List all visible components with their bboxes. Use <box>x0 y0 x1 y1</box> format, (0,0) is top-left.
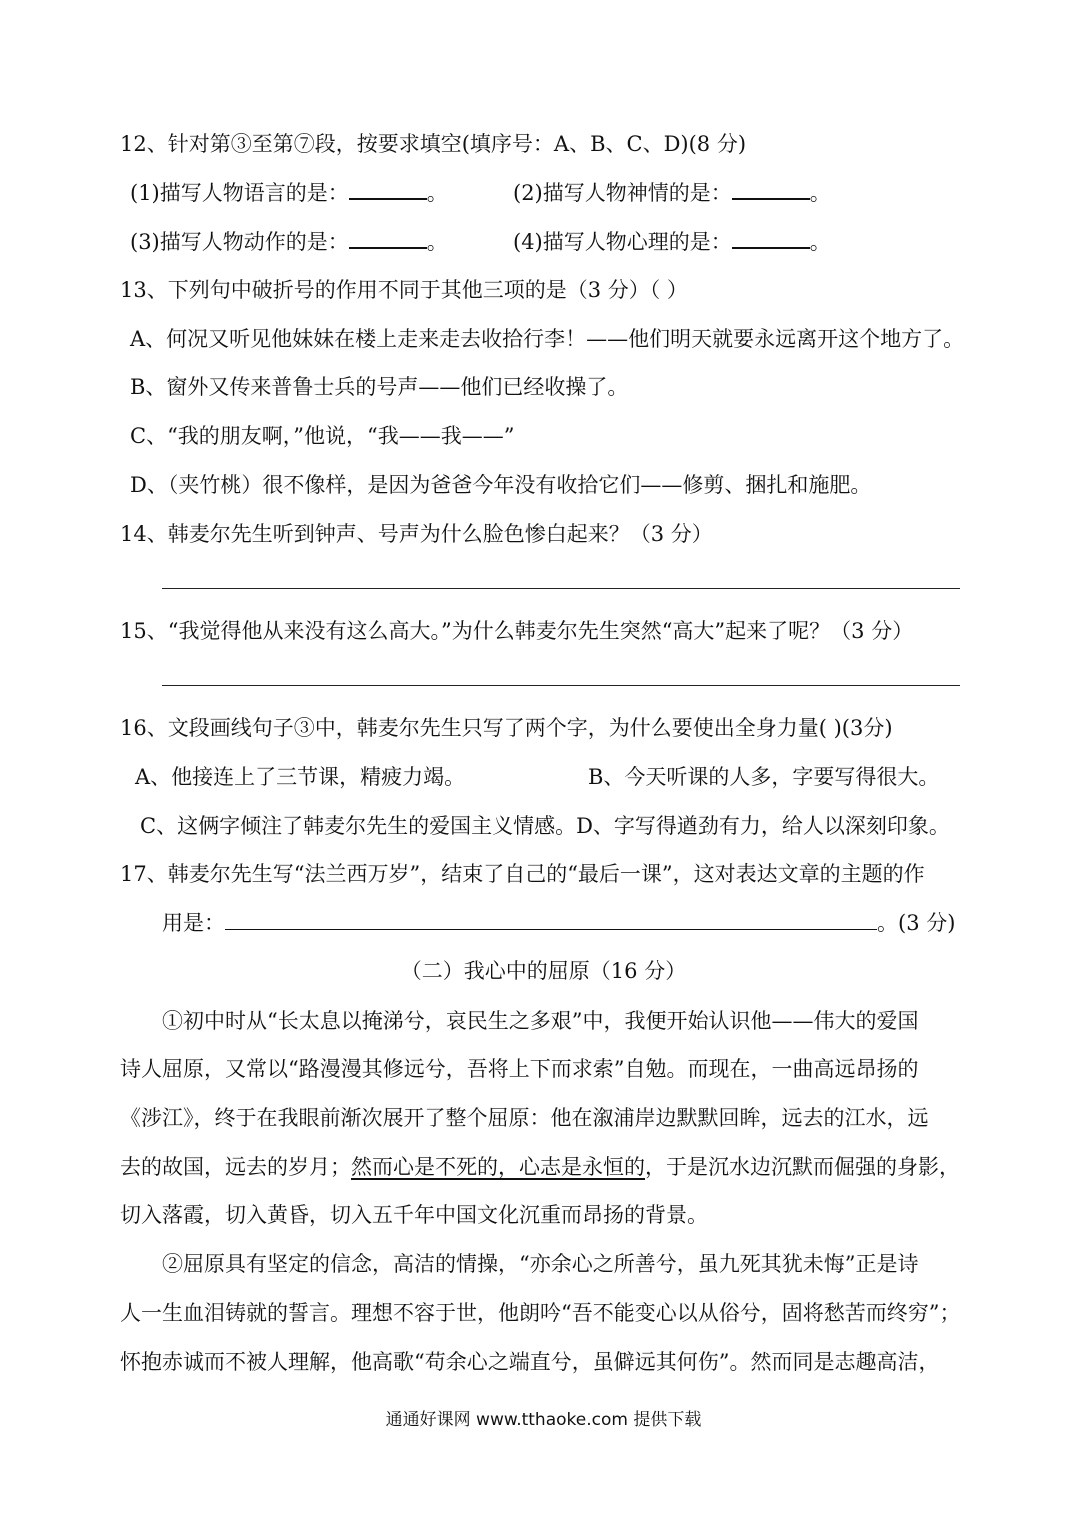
q17-answer-label: 用是： <box>162 911 225 935</box>
q16-option-b: B、今天听课的人多，字要写得很大。 <box>588 765 940 789</box>
q13-option-a: A、何况又听见他妹妹在楼上走来走去收拾行李！——他们明天就要永远离开这个地方了。 <box>130 327 965 351</box>
q12-item-4-end: 。 <box>809 230 831 254</box>
passage-p2-line-1: ②屈原具有坚定的信念，高洁的情操，“亦余心之所善兮，虽九死其犹未悔”正是诗 <box>162 1252 919 1276</box>
passage-p2-line-2: 人一生血泪铸就的誓言。理想不容于世，他朗吟“吾不能变心以从俗兮，固将愁苦而终穷”； <box>120 1301 961 1325</box>
passage-p1-line-4-post: ，于是沉水边沉默而倔强的身影， <box>645 1155 960 1179</box>
q12-item-1-blank[interactable] <box>349 198 427 200</box>
q16-option-a: A、他接连上了三节课，精疲力竭。 <box>135 765 466 789</box>
q13-stem: 13、下列句中破折号的作用不同于其他三项的是（3 分）（ ） <box>120 278 688 302</box>
q12-item-4-blank[interactable] <box>732 247 810 249</box>
q14-answer-line[interactable] <box>162 588 960 589</box>
q17-answer-end: 。(3 分) <box>877 911 956 935</box>
passage-p1-line-5: 切入落霞，切入黄昏，切入五千年中国文化沉重而昂扬的背景。 <box>120 1203 708 1227</box>
q15-stem: 15、“我觉得他从来没有这么高大。”为什么韩麦尔先生突然“高大”起来了呢？（3 分） <box>120 619 914 643</box>
q12-item-2-end: 。 <box>809 181 831 205</box>
q16-option-d: D、字写得遒劲有力，给人以深刻印象。 <box>576 814 950 838</box>
q13-option-b: B、窗外又传来普鲁士兵的号声——他们已经收操了。 <box>130 375 629 399</box>
q12-item-1-label: (1)描写人物语言的是： <box>130 181 349 205</box>
q12-stem: 12、针对第③至第⑦段，按要求填空(填序号：A、B、C、D)(8 分) <box>120 132 747 156</box>
q12-item-3-label: (3)描写人物动作的是： <box>130 230 349 254</box>
q16-option-c: C、这俩字倾注了韩麦尔先生的爱国主义情感。 <box>140 814 577 838</box>
underlined-sentence: 然而心是不死的，心志是永恒的 <box>351 1155 645 1179</box>
q12-item-4-label: (4)描写人物心理的是： <box>513 230 732 254</box>
q17-answer-blank[interactable] <box>225 929 877 930</box>
q17-stem: 17、韩麦尔先生写“法兰西万岁”，结束了自己的“最后一课”，这对表达文章的主题的作 <box>120 862 925 886</box>
q12-item-2-label: (2)描写人物神情的是： <box>513 181 732 205</box>
passage-p2-line-3: 怀抱赤诚而不被人理解，他高歌“苟余心之端直兮，虽僻远其何伤”。然而同是志趣高洁， <box>120 1350 940 1374</box>
q12-item-4 <box>513 228 831 256</box>
q15-answer-line[interactable] <box>162 685 960 686</box>
q12-item-3-blank[interactable] <box>349 247 427 249</box>
passage-p1-line-4 <box>120 1153 960 1181</box>
q16-option-c-d <box>140 812 950 840</box>
q12-item-2-blank[interactable] <box>732 198 810 200</box>
q12-item-2 <box>513 179 831 207</box>
passage-title: （二）我心中的屈原（16 分） <box>400 959 687 983</box>
q13-option-c: C、“我的朋友啊，”他说，“我——我——” <box>130 424 515 448</box>
q14-stem: 14、韩麦尔先生听到钟声、号声为什么脸色惨白起来？（3 分） <box>120 522 713 546</box>
page-footer: 通通好课网 www.tthaoke.com 提供下载 <box>385 1410 702 1430</box>
passage-p1-line-3: 《涉江》，终于在我眼前渐次展开了整个屈原：他在溆浦岸边默默回眸，远去的江水，远 <box>120 1106 929 1130</box>
q12-item-1-end: 。 <box>426 181 448 205</box>
q12-item-1 <box>130 179 448 207</box>
q16-stem: 16、文段画线句子③中，韩麦尔先生只写了两个字，为什么要使出全身力量( )(3分) <box>120 716 893 740</box>
passage-p1-line-4-pre: 去的故国，远去的岁月； <box>120 1155 351 1179</box>
passage-p1-line-2: 诗人屈原，又常以“路漫漫其修远兮，吾将上下而求索”自勉。而现在，一曲高远昂扬的 <box>120 1057 919 1081</box>
q12-item-3 <box>130 228 448 256</box>
q13-option-d: D、（夹竹桃）很不像样，是因为爸爸今年没有收拾它们——修剪、捆扎和施肥。 <box>130 473 872 497</box>
q17-answer <box>162 909 955 937</box>
q12-item-3-end: 。 <box>426 230 448 254</box>
passage-p1-line-1: ①初中时从“长太息以掩涕兮，哀民生之多艰”中，我便开始认识他——伟大的爱国 <box>162 1009 919 1033</box>
